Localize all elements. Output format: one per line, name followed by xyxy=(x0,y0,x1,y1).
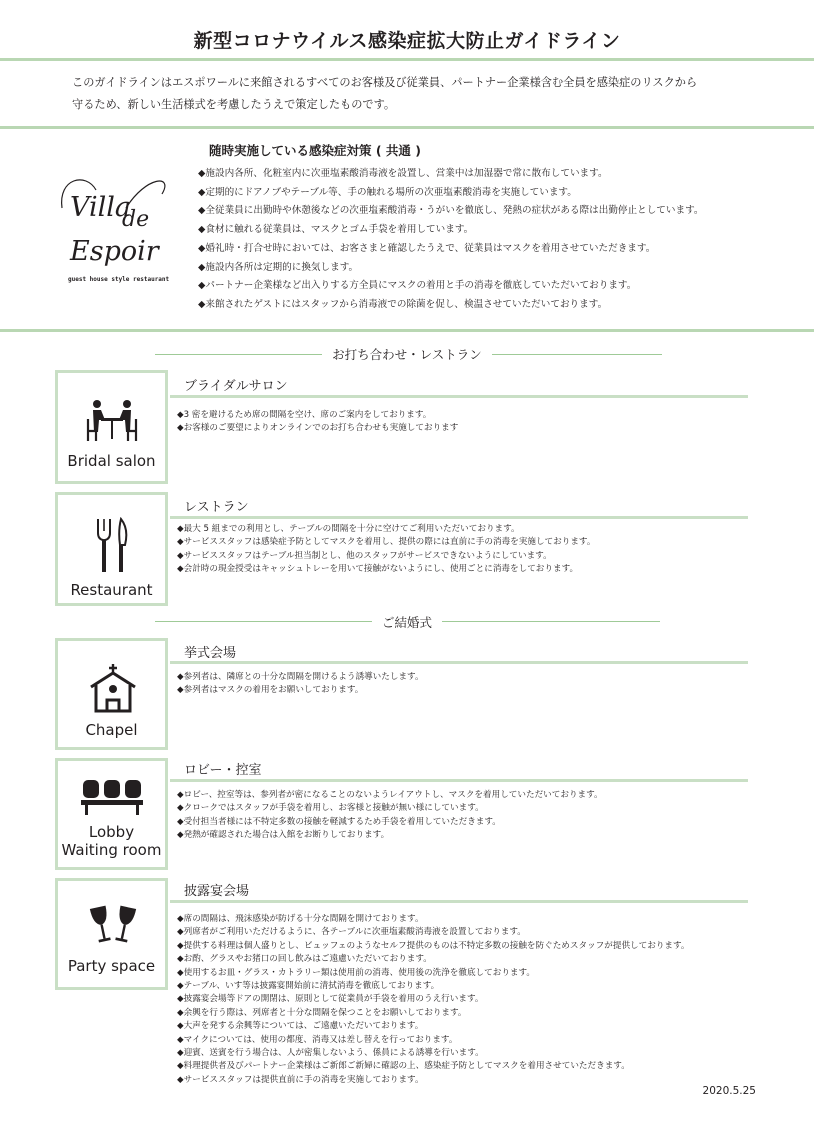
list-item: ◆施設内各所は定期的に換気します。 xyxy=(198,261,359,273)
list-item: ◆お酌、グラスやお猪口の回し飲みはご遠慮いただいております。 xyxy=(177,954,432,965)
list-item: ◆婚礼時・打合せ時においては、お客さまと確認したうえで、従業員はマスクを着用させていただきます。 xyxy=(198,242,656,254)
bridal-salon-box xyxy=(55,370,168,484)
fork-knife-icon xyxy=(95,517,129,573)
restaurant-items xyxy=(177,523,595,577)
box-label: Waiting room xyxy=(61,841,162,859)
section-underline xyxy=(170,779,748,782)
section-underline xyxy=(170,516,748,519)
restaurant-box xyxy=(55,492,168,606)
list-item: ◆大声を発する余興等については、ご遠慮いただいております。 xyxy=(177,1021,424,1032)
intro-text xyxy=(72,72,762,116)
chapel-items xyxy=(177,671,424,698)
list-item: ◆会計時の現金授受はキャッシュトレーを用いて接触がないようにし、使用ごとに消毒をしております。 xyxy=(177,564,579,575)
list-item: ◆クロークではスタッフが手袋を着用し、お客様と接触が無い様にしています。 xyxy=(177,803,484,814)
common-divider xyxy=(0,329,814,332)
section-heading xyxy=(0,613,814,631)
logo-tagline: guest house style restaurant xyxy=(68,276,170,283)
list-item: ◆列席者がご利用いただけるように、各テーブルに次亜塩素酸消毒液を設置しております。 xyxy=(177,927,526,938)
list-item: ◆使用するお皿・グラス・カトラリー類は使用前の消毒、使用後の洗浄を徹底しております。 xyxy=(177,967,536,978)
list-item: ◆最大 5 組までの利用とし、テーブルの間隔を十分に空けてご利用いただいております。 xyxy=(177,524,520,534)
list-item: ◆お客様のご要望によりオンラインでのお打ち合わせも実施しております xyxy=(177,423,459,434)
list-item: ◆提供する料理は個人盛りとし、ビュッフェのようなセルフ提供のものは不特定多数の接触を防ぐためスタッフが提供しております。 xyxy=(177,940,690,951)
list-item: ◆参列者は、隣席との十分な間隔を開けるよう誘導いたします。 xyxy=(177,672,424,682)
logo-text: de xyxy=(122,207,150,232)
box-label: Chapel xyxy=(85,721,138,739)
page-title: 新型コロナウイルス感染症拡大防止ガイドライン xyxy=(193,30,621,52)
section-title: レストラン xyxy=(184,500,249,515)
list-item: ◆サービススタッフは感染症予防としてマスクを着用し、提供の際には直前に手の消毒を実施しております。 xyxy=(177,537,596,548)
title-divider xyxy=(0,58,814,61)
list-item: ◆ロビー、控室等は、参列者が密になることのないようレイアウトし、マスクを着用していただいております。 xyxy=(177,790,603,800)
meeting-table-icon xyxy=(86,399,138,443)
list-item: ◆受付担当者様には不特定多数の接触を軽減するため手袋を着用していただきます。 xyxy=(177,816,501,827)
box-label: Party space xyxy=(67,957,156,975)
section-underline xyxy=(170,900,748,903)
section-title: 挙式会場 xyxy=(184,646,237,661)
section-heading-text: ご結婚式 xyxy=(372,615,442,630)
list-item: ◆席の間隔は、飛沫感染が防げる十分な間隔を開けております。 xyxy=(177,914,424,924)
list-item: ◆参列者はマスクの着用をお願いしております。 xyxy=(177,685,364,696)
chapel-icon xyxy=(89,663,137,713)
issue-date: 2020.5.25 xyxy=(702,1085,756,1097)
list-item: ◆マイクについては、使用の都度、消毒又は差し替えを行っております。 xyxy=(177,1034,458,1045)
list-item: ◆来館されたゲストにはスタッフから消毒液での除菌を促し、検温させていただいております。 xyxy=(198,298,608,310)
section-title: ブライダルサロン xyxy=(184,379,288,394)
list-item: ◆施設内各所、化粧室内に次亜塩素酸消毒液を設置し、営業中は加湿器で常に散布しています。 xyxy=(198,168,608,179)
list-item: ◆料理提供者及びパートナー企業様はご新郎ご新婦に確認の上、感染症予防としてマスクを着用させていただきます。 xyxy=(177,1061,630,1072)
list-item: ◆サービススタッフは提供直前に手の消毒を実施しております。 xyxy=(177,1074,424,1085)
intro-line: 守るため、新しい生活様式を考慮したうえで策定したものです。 xyxy=(72,98,396,111)
logo-text: Espoir xyxy=(70,236,159,267)
box-label: Restaurant xyxy=(70,581,153,599)
list-item: ◆全従業員に出勤時や休憩後などの次亜塩素酸消毒・うがいを徹底し、発熱の症状がある際は出勤停止としています。 xyxy=(198,205,704,217)
section-title: 披露宴会場 xyxy=(184,884,250,899)
list-item: ◆余興を行う際は、列席者と十分な間隔を保つことをお願いしております。 xyxy=(177,1007,467,1018)
chapel-box xyxy=(55,638,168,750)
list-item: ◆発熱が確認された場合は入館をお断りしております。 xyxy=(177,830,390,841)
lobby-box xyxy=(55,758,168,870)
intro-divider xyxy=(0,126,814,129)
list-item: ◆定期的にドアノブやテーブル等、手の触れる場所の次亜塩素酸消毒を実施しています。 xyxy=(198,186,577,198)
party-space-box xyxy=(55,878,168,990)
logo-graphic xyxy=(56,168,188,286)
list-item: ◆サービススタッフはテーブル担当制とし、他のスタッフがサービスできないようにしています。 xyxy=(177,550,552,561)
box-label: Lobby xyxy=(88,823,135,841)
common-measures-title: 随時実施している感染症対策 ( 共通 ) xyxy=(209,143,421,158)
lobby-items xyxy=(177,789,603,843)
box-label: Bridal salon xyxy=(67,452,156,470)
section-heading xyxy=(0,345,814,363)
list-item: ◆パートナー企業様など出入りする方全員にマスクの着用と手の消毒を徹底していただいております。 xyxy=(198,280,637,292)
villa-de-espoir-logo xyxy=(56,168,188,286)
list-item: ◆食材に触れる従業員は、マスクとゴム手袋を着用しています。 xyxy=(198,224,474,236)
party-items xyxy=(177,913,690,1087)
list-item: ◆3 密を避けるため席の間隔を空け、席のご案内をしております。 xyxy=(177,410,432,420)
intro-line: このガイドラインはエスポワールに来館されるすべてのお客様及び従業員、パートナー企業様含む全員を感染症のリスクから xyxy=(72,76,698,89)
section-heading-text: お打ち合わせ・レストラン xyxy=(322,347,492,362)
waiting-seats-icon xyxy=(79,777,145,817)
list-item: ◆迎賓、送賓を行う場合は、人が密集しないよう、係員による誘導を行います。 xyxy=(177,1048,484,1059)
bridal-items xyxy=(177,409,458,436)
section-title: ロビー・控室 xyxy=(184,763,262,778)
section-underline xyxy=(170,661,748,664)
logo-text: Villa xyxy=(70,192,132,223)
toast-glasses-icon xyxy=(88,903,138,949)
list-item: ◆テーブル、いす等は披露宴開始前に清拭消毒を徹底しております。 xyxy=(177,981,440,992)
list-item: ◆披露宴会場等ドアの開閉は、原則として従業員が手袋を着用のうえ行います。 xyxy=(177,994,484,1005)
section-underline xyxy=(170,395,748,398)
common-measures-list xyxy=(198,165,703,315)
